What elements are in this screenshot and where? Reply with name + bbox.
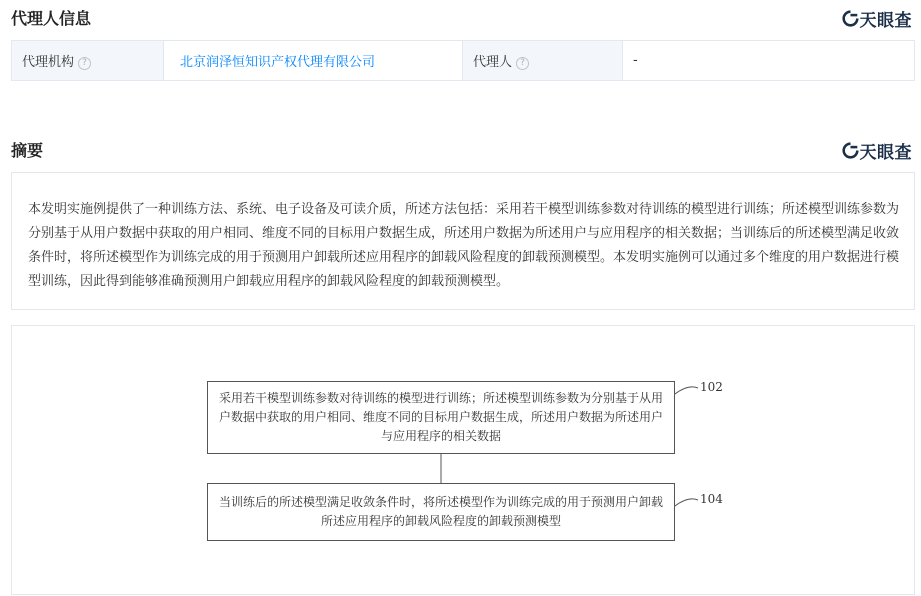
ref-leader-102 [675,387,698,394]
logo-text: 天眼查 [859,143,912,163]
tianyancha-logo-icon [842,142,859,159]
agency-value-cell [164,41,463,81]
patent-figure [11,325,915,595]
ref-number-102: 102 [700,380,723,394]
ref-leader-104 [675,499,698,506]
flow-step-102: 采用若干模型训练参数对待训练的模型进行训练；所述模型训练参数为分别基于从用户数据中获取的用户相同、维度不同的目标用户数据生成，所述用户数据为所述用户与应用程序的相关数据 [207,381,675,454]
agent-value-cell [623,41,915,81]
ref-number-104: 104 [700,492,723,506]
tianyancha-logo[interactable] [842,6,913,31]
agent-info-table [11,40,915,81]
abstract-section-title: 摘要 [11,141,44,160]
flow-step-104: 当训练后的所述模型满足收敛条件时，将所述模型作为训练完成的用于预测用户卸载所述应用程序的卸载风险程度的卸载预测模型 [207,483,675,541]
agent-label: 代理人 [473,55,513,70]
logo-text: 天眼查 [859,11,912,31]
agent-value: - [633,53,638,68]
agency-link[interactable]: 北京润泽恒知识产权代理有限公司 [180,55,376,70]
tianyancha-logo[interactable] [842,138,913,163]
agency-label-cell [12,41,164,81]
agent-section-title: 代理人信息 [11,9,92,28]
abstract-text: 本发明实施例提供了一种训练方法、系统、电子设备及可读介质，所述方法包括：采用若干模型训练参数对待训练的模型进行训练；所述模型训练参数为分别基于从用户数据中获取的用户相同、维度不同的目标用户数据生成，所述用户数据为所述用户与应用程序的相关数据；当训练后的所述模型满足收敛条件时，将所述模型作为训练完成的用于预测用户卸载所述应用程序的卸载风险程度的卸载预测模型。本发明实施例可以通过多个维度的用户数据进行模型训练，因此得到能够准确预测用户卸载应用程序的卸载风险程度的卸载预测模型。 [11,172,915,310]
agency-label: 代理机构 [22,55,75,70]
agent-label-cell [463,41,623,81]
help-icon[interactable]: ? [78,57,91,70]
help-icon[interactable]: ? [516,57,529,70]
table-row [12,41,915,81]
flowchart-lines [12,326,916,596]
tianyancha-logo-icon [842,10,859,27]
